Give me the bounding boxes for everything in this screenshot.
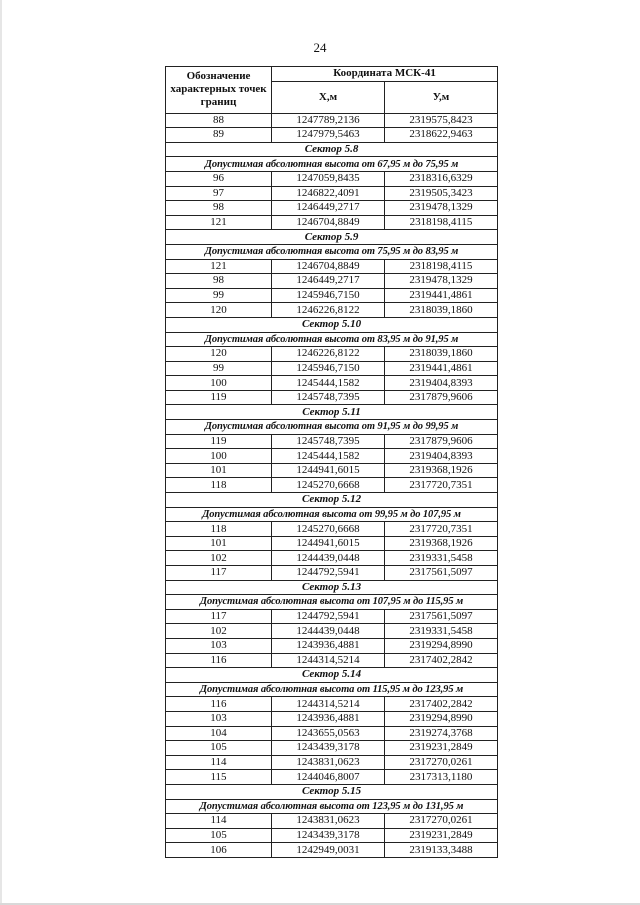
point-id-cell: 120	[166, 347, 272, 362]
y-coordinate-cell: 2317270,0261	[385, 814, 498, 829]
y-coordinate-cell: 2317720,7351	[385, 522, 498, 537]
y-coordinate-cell: 2319231,2849	[385, 741, 498, 756]
y-coordinate-cell: 2318622,9463	[385, 128, 498, 143]
table-row	[166, 755, 498, 770]
x-coordinate-cell: 1243936,4881	[272, 638, 385, 653]
point-id-cell: 119	[166, 434, 272, 449]
x-coordinate-cell: 1244941,6015	[272, 536, 385, 551]
sector-heading-row	[166, 142, 498, 157]
y-coordinate-cell: 2319294,8990	[385, 711, 498, 726]
y-coordinate-cell: 2317402,2842	[385, 653, 498, 668]
sector-heading-row	[166, 784, 498, 799]
y-coordinate-cell: 2319404,8393	[385, 376, 498, 391]
y-coordinate-cell: 2317313,1180	[385, 770, 498, 785]
point-id-cell: 98	[166, 274, 272, 289]
sector-heading: Сектор 5.9	[166, 230, 498, 245]
x-coordinate-cell: 1243936,4881	[272, 711, 385, 726]
allowed-height-text: Допустимая абсолютная высота от 75,95 м до 83,95 м	[166, 244, 498, 259]
table-row	[166, 259, 498, 274]
point-id-cell: 99	[166, 361, 272, 376]
y-coordinate-cell: 2319231,2849	[385, 828, 498, 843]
table-row	[166, 215, 498, 230]
point-id-cell: 106	[166, 843, 272, 858]
scan-left-edge	[0, 0, 2, 905]
y-coordinate-cell: 2319575,8423	[385, 113, 498, 128]
table-row	[166, 566, 498, 581]
allowed-height-row	[166, 157, 498, 172]
allowed-height-text: Допустимая абсолютная высота от 83,95 м до 91,95 м	[166, 332, 498, 347]
point-id-cell: 101	[166, 536, 272, 551]
point-id-cell: 118	[166, 522, 272, 537]
y-coordinate-cell: 2319505,3423	[385, 186, 498, 201]
table-row	[166, 376, 498, 391]
sector-heading: Сектор 5.11	[166, 405, 498, 420]
table-row	[166, 843, 498, 858]
x-coordinate-cell: 1245270,6668	[272, 478, 385, 493]
point-id-cell: 121	[166, 215, 272, 230]
x-coordinate-cell: 1243439,3178	[272, 741, 385, 756]
allowed-height-text: Допустимая абсолютная высота от 123,95 м до 131,95 м	[166, 799, 498, 814]
x-coordinate-cell: 1245748,7395	[272, 434, 385, 449]
point-id-cell: 117	[166, 609, 272, 624]
point-id-cell: 101	[166, 463, 272, 478]
point-id-cell: 100	[166, 449, 272, 464]
coordinate-system-header: Координата МСК-41	[272, 67, 498, 82]
y-coordinate-header: У,м	[385, 81, 498, 113]
table-row	[166, 303, 498, 318]
point-id-cell: 102	[166, 624, 272, 639]
y-coordinate-cell: 2318198,4115	[385, 215, 498, 230]
x-coordinate-cell: 1242949,0031	[272, 843, 385, 858]
table-row	[166, 434, 498, 449]
point-id-cell: 99	[166, 288, 272, 303]
x-coordinate-cell: 1245444,1582	[272, 449, 385, 464]
y-coordinate-cell: 2319331,5458	[385, 624, 498, 639]
table-row	[166, 186, 498, 201]
point-id-cell: 121	[166, 259, 272, 274]
table-row	[166, 711, 498, 726]
x-coordinate-cell: 1244439,0448	[272, 624, 385, 639]
x-coordinate-header: X,м	[272, 81, 385, 113]
allowed-height-row	[166, 244, 498, 259]
sector-heading-row	[166, 317, 498, 332]
table-row	[166, 347, 498, 362]
page-number: 24	[313, 40, 327, 55]
point-id-cell: 119	[166, 390, 272, 405]
table-row	[166, 274, 498, 289]
x-coordinate-cell: 1246822,4091	[272, 186, 385, 201]
x-coordinate-cell: 1243439,3178	[272, 828, 385, 843]
table-row	[166, 814, 498, 829]
sector-heading: Сектор 5.8	[166, 142, 498, 157]
allowed-height-row	[166, 595, 498, 610]
table-row	[166, 201, 498, 216]
table-row	[166, 726, 498, 741]
point-id-cell: 97	[166, 186, 272, 201]
allowed-height-text: Допустимая абсолютная высота от 91,95 м до 99,95 м	[166, 420, 498, 435]
x-coordinate-cell: 1243655,0563	[272, 726, 385, 741]
y-coordinate-cell: 2319404,8393	[385, 449, 498, 464]
allowed-height-text: Допустимая абсолютная высота от 99,95 м до 107,95 м	[166, 507, 498, 522]
y-coordinate-cell: 2319331,5458	[385, 551, 498, 566]
table-row	[166, 697, 498, 712]
x-coordinate-cell: 1244046,8007	[272, 770, 385, 785]
table-row	[166, 390, 498, 405]
y-coordinate-cell: 2319368,1926	[385, 536, 498, 551]
allowed-height-row	[166, 799, 498, 814]
table-row	[166, 128, 498, 143]
table-row	[166, 609, 498, 624]
x-coordinate-cell: 1243831,0623	[272, 814, 385, 829]
sector-heading-row	[166, 493, 498, 508]
y-coordinate-cell: 2319133,3488	[385, 843, 498, 858]
y-coordinate-cell: 2317879,9606	[385, 434, 498, 449]
sector-heading: Сектор 5.13	[166, 580, 498, 595]
table-row	[166, 361, 498, 376]
point-id-cell: 114	[166, 755, 272, 770]
allowed-height-text: Допустимая абсолютная высота от 67,95 м до 75,95 м	[166, 157, 498, 172]
x-coordinate-cell: 1246449,2717	[272, 274, 385, 289]
x-coordinate-cell: 1244439,0448	[272, 551, 385, 566]
allowed-height-text: Допустимая абсолютная высота от 115,95 м до 123,95 м	[166, 682, 498, 697]
y-coordinate-cell: 2318039,1860	[385, 303, 498, 318]
point-id-cell: 102	[166, 551, 272, 566]
sector-heading: Сектор 5.14	[166, 668, 498, 683]
allowed-height-row	[166, 682, 498, 697]
y-coordinate-cell: 2319368,1926	[385, 463, 498, 478]
sector-heading: Сектор 5.12	[166, 493, 498, 508]
x-coordinate-cell: 1246226,8122	[272, 303, 385, 318]
point-id-cell: 120	[166, 303, 272, 318]
x-coordinate-cell: 1245748,7395	[272, 390, 385, 405]
table-row	[166, 463, 498, 478]
x-coordinate-cell: 1246704,8849	[272, 259, 385, 274]
table-row	[166, 653, 498, 668]
x-coordinate-cell: 1244314,5214	[272, 653, 385, 668]
y-coordinate-cell: 2319441,4861	[385, 288, 498, 303]
x-coordinate-cell: 1247789,2136	[272, 113, 385, 128]
point-id-cell: 116	[166, 697, 272, 712]
y-coordinate-cell: 2317561,5097	[385, 566, 498, 581]
table-row	[166, 770, 498, 785]
point-id-cell: 115	[166, 770, 272, 785]
y-coordinate-cell: 2319294,8990	[385, 638, 498, 653]
table-row	[166, 638, 498, 653]
point-id-cell: 105	[166, 828, 272, 843]
point-id-cell: 118	[166, 478, 272, 493]
point-id-cell: 105	[166, 741, 272, 756]
y-coordinate-cell: 2317879,9606	[385, 390, 498, 405]
point-id-cell: 98	[166, 201, 272, 216]
x-coordinate-cell: 1244792,5941	[272, 609, 385, 624]
x-coordinate-cell: 1244314,5214	[272, 697, 385, 712]
table-row	[166, 478, 498, 493]
y-coordinate-cell: 2318198,4115	[385, 259, 498, 274]
y-coordinate-cell: 2319478,1329	[385, 274, 498, 289]
y-coordinate-cell: 2317270,0261	[385, 755, 498, 770]
sector-heading: Сектор 5.15	[166, 784, 498, 799]
point-id-cell: 96	[166, 171, 272, 186]
table-row	[166, 741, 498, 756]
table-row	[166, 536, 498, 551]
x-coordinate-cell: 1245270,6668	[272, 522, 385, 537]
y-coordinate-cell: 2318039,1860	[385, 347, 498, 362]
point-id-cell: 116	[166, 653, 272, 668]
sector-heading-row	[166, 668, 498, 683]
y-coordinate-cell: 2319274,3768	[385, 726, 498, 741]
table-row	[166, 522, 498, 537]
sector-heading-row	[166, 230, 498, 245]
y-coordinate-cell: 2317402,2842	[385, 697, 498, 712]
allowed-height-row	[166, 507, 498, 522]
table-row	[166, 171, 498, 186]
y-coordinate-cell: 2317561,5097	[385, 609, 498, 624]
allowed-height-row	[166, 420, 498, 435]
point-id-cell: 103	[166, 638, 272, 653]
point-id-cell: 114	[166, 814, 272, 829]
x-coordinate-cell: 1243831,0623	[272, 755, 385, 770]
sector-heading-row	[166, 580, 498, 595]
table-row	[166, 624, 498, 639]
table-row	[166, 449, 498, 464]
table-header	[166, 67, 498, 114]
point-id-cell: 100	[166, 376, 272, 391]
table-row	[166, 288, 498, 303]
y-coordinate-cell: 2317720,7351	[385, 478, 498, 493]
point-id-cell: 89	[166, 128, 272, 143]
y-coordinate-cell: 2319441,4861	[385, 361, 498, 376]
sector-heading: Сектор 5.10	[166, 317, 498, 332]
point-id-cell: 103	[166, 711, 272, 726]
x-coordinate-cell: 1246704,8849	[272, 215, 385, 230]
table-row	[166, 828, 498, 843]
allowed-height-text: Допустимая абсолютная высота от 107,95 м до 115,95 м	[166, 595, 498, 610]
sector-heading-row	[166, 405, 498, 420]
coordinates-table	[165, 66, 498, 858]
point-id-cell: 104	[166, 726, 272, 741]
table-row	[166, 551, 498, 566]
table-body	[166, 113, 498, 857]
x-coordinate-cell: 1246449,2717	[272, 201, 385, 216]
table-row	[166, 113, 498, 128]
x-coordinate-cell: 1247059,8435	[272, 171, 385, 186]
y-coordinate-cell: 2318316,6329	[385, 171, 498, 186]
allowed-height-row	[166, 332, 498, 347]
x-coordinate-cell: 1244941,6015	[272, 463, 385, 478]
point-id-cell: 88	[166, 113, 272, 128]
x-coordinate-cell: 1244792,5941	[272, 566, 385, 581]
point-designation-header: Обозначение характерных точек границ	[166, 67, 272, 114]
x-coordinate-cell: 1245444,1582	[272, 376, 385, 391]
y-coordinate-cell: 2319478,1329	[385, 201, 498, 216]
x-coordinate-cell: 1245946,7150	[272, 288, 385, 303]
x-coordinate-cell: 1246226,8122	[272, 347, 385, 362]
x-coordinate-cell: 1245946,7150	[272, 361, 385, 376]
point-id-cell: 117	[166, 566, 272, 581]
x-coordinate-cell: 1247979,5463	[272, 128, 385, 143]
